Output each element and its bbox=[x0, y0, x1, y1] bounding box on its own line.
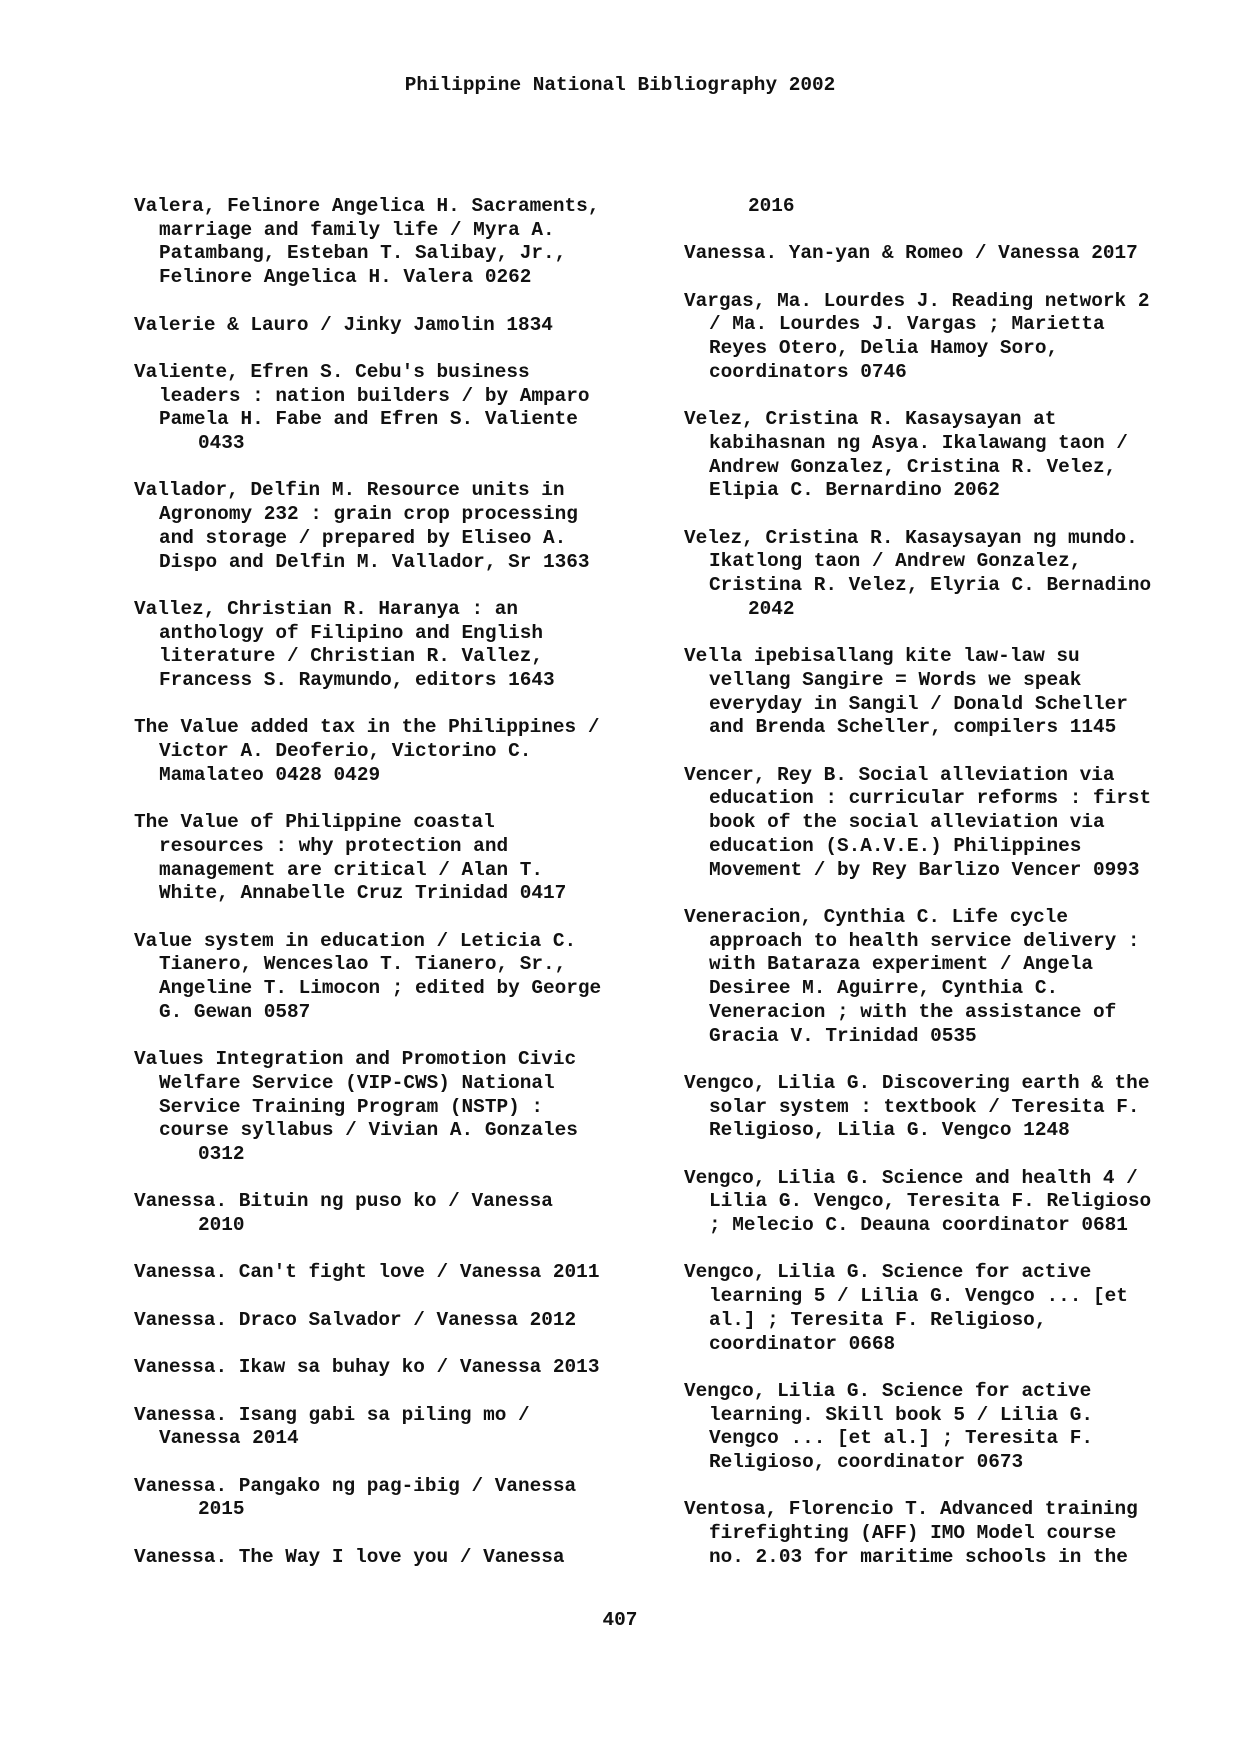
entry-line: Reyes Otero, Delia Hamoy Soro, bbox=[709, 337, 1059, 360]
entry-line: everyday in Sangil / Donald Scheller bbox=[709, 692, 1128, 715]
entry-line: learning 5 / Lilia G. Vengco ... [et bbox=[709, 1285, 1128, 1308]
entry-line: literature / Christian R. Vallez, bbox=[159, 645, 543, 668]
entry-line: Francess S. Raymundo, editors 1643 bbox=[159, 669, 555, 691]
entry-line: resources : why protection and bbox=[159, 834, 509, 857]
entry-line: Valiente, Efren S. Cebu's business bbox=[134, 360, 530, 383]
bibliography-entry bbox=[684, 242, 1204, 266]
entry-line: Pamela H. Fabe and Efren S. Valiente bbox=[159, 408, 578, 431]
entry-line: Vengco, Lilia G. Discovering earth & the bbox=[684, 1071, 1150, 1094]
bibliography-entry bbox=[134, 1404, 654, 1451]
entry-line: education : curricular reforms : first bbox=[709, 787, 1152, 810]
bibliography-entry bbox=[134, 1475, 654, 1522]
bibliography-entry bbox=[684, 906, 1204, 1048]
bibliography-entry bbox=[134, 195, 654, 290]
entry-line: kabihasnan ng Asya. Ikalawang taon / bbox=[709, 431, 1128, 454]
entry-line: Ventosa, Florencio T. Advanced training bbox=[684, 1498, 1138, 1521]
entry-line: Mamalateo 0428 0429 bbox=[159, 763, 381, 786]
entry-line: Vengco, Lilia G. Science for active bbox=[684, 1379, 1092, 1402]
entry-line: and Brenda Scheller, compilers 1145 bbox=[709, 716, 1117, 739]
entry-line: course syllabus / Vivian A. Gonzales bbox=[159, 1119, 578, 1142]
entry-line: anthology of Filipino and English bbox=[159, 621, 543, 644]
entry-line: Desiree M. Aguirre, Cynthia C. bbox=[709, 977, 1059, 1000]
entry-line: Vencer, Rey B. Social alleviation via bbox=[684, 763, 1115, 786]
entry-line: Vallador, Delfin M. Resource units in bbox=[134, 479, 565, 502]
bibliography-entry bbox=[134, 1190, 654, 1237]
entry-line: Veneracion, Cynthia C. Life cycle bbox=[684, 905, 1068, 928]
entry-line: G. Gewan 0587 bbox=[159, 1000, 311, 1023]
entry-line: Service Training Program (NSTP) : bbox=[159, 1095, 543, 1118]
entry-line: education (S.A.V.E.) Philippines bbox=[709, 834, 1082, 857]
entry-line: Welfare Service (VIP-CWS) National bbox=[159, 1071, 555, 1094]
bibliography-entry bbox=[684, 1167, 1204, 1238]
entry-line: Dispo and Delfin M. Vallador, Sr 1363 bbox=[159, 550, 590, 573]
left-column bbox=[134, 195, 654, 1593]
entry-line: Vallez, Christian R. Haranya : an bbox=[134, 597, 518, 620]
entry-line: approach to health service delivery : bbox=[709, 929, 1140, 952]
entry-line: Valera, Felinore Angelica H. Sacraments, bbox=[134, 195, 600, 217]
entry-line: Felinore Angelica H. Valera 0262 bbox=[159, 266, 532, 289]
entry-line: 2015 bbox=[198, 1498, 245, 1521]
bibliography-entry bbox=[134, 314, 654, 338]
bibliography-entry bbox=[684, 645, 1204, 740]
entry-line: Vanessa. Ikaw sa buhay ko / Vanessa 2013 bbox=[134, 1356, 600, 1379]
bibliography-entry bbox=[134, 598, 654, 693]
bibliography-entry bbox=[684, 1072, 1204, 1143]
entry-line: Value system in education / Leticia C. bbox=[134, 929, 577, 952]
entry-line: Ikatlong taon / Andrew Gonzalez, bbox=[709, 550, 1082, 573]
entry-line: al.] ; Teresita F. Religioso, bbox=[709, 1308, 1047, 1331]
running-head: Philippine National Bibliography 2002 bbox=[404, 74, 836, 96]
entry-line: The Value of Philippine coastal bbox=[134, 811, 495, 834]
entry-line: Angeline T. Limocon ; edited by George bbox=[159, 977, 602, 1000]
bibliography-entry bbox=[684, 1380, 1204, 1475]
entry-line: Velez, Cristina R. Kasaysayan at bbox=[684, 408, 1057, 431]
entry-line: 0312 bbox=[198, 1143, 245, 1165]
entry-line: no. 2.03 for maritime schools in the bbox=[709, 1545, 1128, 1568]
entry-line: Vanessa. Can't fight love / Vanessa 2011 bbox=[134, 1261, 600, 1284]
entry-line: solar system : textbook / Teresita F. bbox=[709, 1095, 1140, 1118]
entry-line: management are critical / Alan T. bbox=[159, 858, 543, 881]
entry-line: Veneracion ; with the assistance of bbox=[709, 1000, 1117, 1023]
entry-line: 2042 bbox=[748, 597, 795, 620]
entry-line: Vella ipebisallang kite law-law su bbox=[684, 645, 1080, 668]
bibliography-entry bbox=[134, 479, 654, 574]
page-number: 407 bbox=[602, 1609, 638, 1631]
entry-line: Vanessa 2014 bbox=[159, 1427, 299, 1450]
entry-line: 0433 bbox=[198, 432, 245, 454]
bibliography-entry bbox=[684, 195, 1204, 219]
entry-line: Lilia G. Vengco, Teresita F. Religioso bbox=[709, 1190, 1152, 1213]
bibliography-entry bbox=[684, 1498, 1204, 1569]
entry-line: Andrew Gonzalez, Cristina R. Velez, bbox=[709, 455, 1117, 478]
entry-line: Agronomy 232 : grain crop processing bbox=[159, 503, 578, 526]
bibliography-entry bbox=[134, 1356, 654, 1380]
bibliography-entry bbox=[684, 408, 1204, 503]
entry-line: firefighting (AFF) IMO Model course bbox=[709, 1522, 1117, 1545]
entry-line: Vengco, Lilia G. Science for active bbox=[684, 1261, 1092, 1284]
right-column bbox=[684, 195, 1204, 1593]
bibliography-entry bbox=[134, 1546, 654, 1570]
bibliography-entry bbox=[134, 1309, 654, 1333]
entry-line: White, Annabelle Cruz Trinidad 0417 bbox=[159, 882, 567, 905]
entry-line: / Ma. Lourdes J. Vargas ; Marietta bbox=[709, 313, 1105, 336]
entry-line: Vanessa. Bituin ng puso ko / Vanessa bbox=[134, 1190, 553, 1213]
bibliography-entry bbox=[684, 1261, 1204, 1356]
entry-line: Vanessa. Isang gabi sa piling mo / bbox=[134, 1403, 530, 1426]
entry-line: coordinators 0746 bbox=[709, 360, 907, 383]
entry-line: Vanessa. The Way I love you / Vanessa bbox=[134, 1545, 565, 1568]
entry-line: Patambang, Esteban T. Salibay, Jr., bbox=[159, 242, 567, 265]
entry-line: Gracia V. Trinidad 0535 bbox=[709, 1024, 977, 1047]
bibliography-entry bbox=[684, 290, 1204, 385]
entry-line: Religioso, Lilia G. Vengco 1248 bbox=[709, 1119, 1070, 1142]
entry-line: coordinator 0668 bbox=[709, 1332, 896, 1355]
entry-line: Values Integration and Promotion Civic bbox=[134, 1048, 577, 1071]
bibliography-entry bbox=[134, 361, 654, 456]
entry-line: Valerie & Lauro / Jinky Jamolin 1834 bbox=[134, 313, 553, 336]
bibliography-entry bbox=[134, 1261, 654, 1285]
entry-line: Velez, Cristina R. Kasaysayan ng mundo. bbox=[684, 526, 1138, 549]
entry-line: Religioso, coordinator 0673 bbox=[709, 1451, 1024, 1474]
entry-line: with Bataraza experiment / Angela bbox=[709, 953, 1093, 976]
bibliography-entry bbox=[134, 716, 654, 787]
entry-line: The Value added tax in the Philippines / bbox=[134, 716, 600, 739]
bibliography-entry bbox=[134, 811, 654, 906]
entry-line: book of the social alleviation via bbox=[709, 811, 1105, 834]
bibliography-entry bbox=[684, 527, 1204, 622]
bibliography-entry bbox=[134, 1048, 654, 1167]
entry-line: 2016 bbox=[748, 195, 795, 217]
entry-line: marriage and family life / Myra A. bbox=[159, 218, 555, 241]
bibliography-entry bbox=[684, 764, 1204, 883]
entry-line: and storage / prepared by Eliseo A. bbox=[159, 526, 567, 549]
entry-line: Movement / by Rey Barlizo Vencer 0993 bbox=[709, 858, 1140, 881]
entry-line: Vargas, Ma. Lourdes J. Reading network 2 bbox=[684, 289, 1150, 312]
entry-line: ; Melecio C. Deauna coordinator 0681 bbox=[709, 1214, 1128, 1237]
entry-line: Vanessa. Pangako ng pag-ibig / Vanessa bbox=[134, 1474, 577, 1497]
entry-line: leaders : nation builders / by Amparo bbox=[159, 384, 590, 407]
entry-line: Elipia C. Bernardino 2062 bbox=[709, 479, 1000, 502]
entry-line: vellang Sangire = Words we speak bbox=[709, 668, 1082, 691]
entry-line: Victor A. Deoferio, Victorino C. bbox=[159, 740, 532, 763]
entry-line: Tianero, Wenceslao T. Tianero, Sr., bbox=[159, 953, 567, 976]
entry-line: 2010 bbox=[198, 1214, 245, 1237]
entry-line: Vengco, Lilia G. Science and health 4 / bbox=[684, 1166, 1138, 1189]
bibliography-entry bbox=[134, 930, 654, 1025]
entry-line: learning. Skill book 5 / Lilia G. bbox=[709, 1403, 1093, 1426]
entry-line: Vanessa. Draco Salvador / Vanessa 2012 bbox=[134, 1308, 577, 1331]
entry-line: Cristina R. Velez, Elyria C. Bernadino bbox=[709, 574, 1152, 597]
entry-line: Vengco ... [et al.] ; Teresita F. bbox=[709, 1427, 1093, 1450]
entry-line: Vanessa. Yan-yan & Romeo / Vanessa 2017 bbox=[684, 242, 1138, 265]
